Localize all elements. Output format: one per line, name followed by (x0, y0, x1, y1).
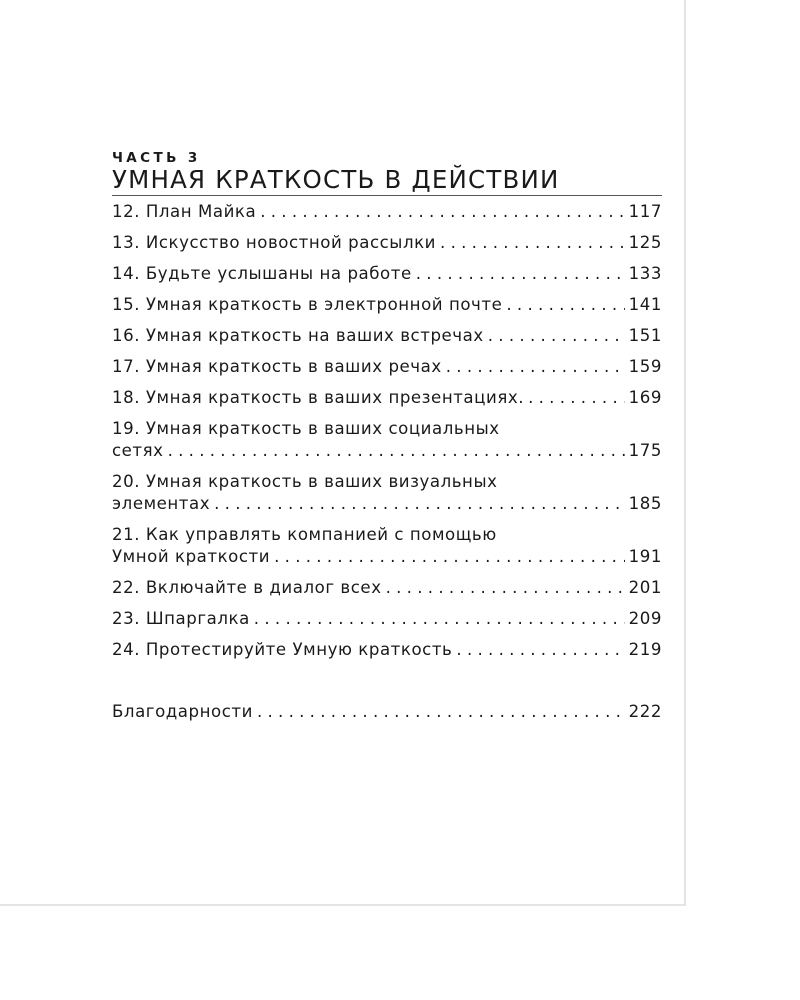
toc-entry (112, 263, 662, 285)
page-number: 219 (628, 640, 662, 659)
entry-title: Благодарности (112, 702, 253, 721)
entry-title: сетях (112, 441, 164, 460)
entry-title: 16. Умная краткость на ваших встречах (112, 326, 484, 345)
entry-title: элементах (112, 494, 211, 513)
page-number: 125 (628, 233, 662, 252)
entry-title: 12. План Майка (112, 202, 257, 221)
toc-entry (112, 418, 662, 462)
entry-title: 15. Умная краткость в электронной почте (112, 295, 503, 314)
entry-title: 18. Умная краткость в ваших презентациях. (112, 388, 525, 407)
part-title: УМНАЯ КРАТКОСТЬ В ДЕЙСТВИИ (112, 166, 662, 196)
entry-title: 23. Шпаргалка (112, 609, 250, 628)
dot-leader (528, 387, 625, 409)
toc-entry (112, 356, 662, 378)
entry-title-line1: 21. Как управлять компанией с помощью (112, 525, 497, 544)
page-number: 191 (628, 547, 662, 566)
dot-leader (456, 639, 624, 661)
dot-leader (214, 493, 625, 515)
dot-leader (274, 546, 625, 568)
page-number: 201 (628, 578, 662, 597)
page-number: 209 (628, 609, 662, 628)
toc-entry (112, 201, 662, 223)
dot-leader (488, 325, 625, 347)
dot-leader (440, 232, 625, 254)
toc-entry (112, 471, 662, 515)
dot-leader (254, 608, 625, 630)
entry-title: 17. Умная краткость в ваших речах (112, 357, 442, 376)
entry-title-line1: 20. Умная краткость в ваших визуальных (112, 472, 498, 491)
toc-entry (112, 608, 662, 630)
toc-entry (112, 325, 662, 347)
entry-title: 24. Протестируйте Умную краткость (112, 640, 453, 659)
dot-leader (506, 294, 624, 316)
toc-entry (112, 294, 662, 316)
page-number: 141 (628, 295, 662, 314)
page-number: 159 (628, 357, 662, 376)
page-number: 117 (628, 202, 662, 221)
entry-title: 14. Будьте услышаны на работе (112, 264, 412, 283)
toc-entry (112, 387, 662, 409)
page-number: 222 (628, 702, 662, 721)
dot-leader (168, 440, 625, 462)
page-number: 169 (628, 388, 662, 407)
entry-title: 13. Искусство новостной рассылки (112, 233, 437, 252)
page-number: 175 (628, 441, 662, 460)
dot-leader (446, 356, 625, 378)
entry-title: Умной краткости (112, 547, 271, 566)
entry-title: 22. Включайте в диалог всех (112, 578, 382, 597)
dot-leader (386, 577, 625, 599)
toc-entry (112, 524, 662, 568)
toc-entry-acknowledgements (112, 701, 662, 723)
dot-leader (257, 701, 625, 723)
page-number: 151 (628, 326, 662, 345)
dot-leader (260, 201, 624, 223)
dot-leader (416, 263, 625, 285)
part-label: ЧАСТЬ 3 (112, 150, 201, 166)
toc-entries (112, 201, 662, 723)
entry-title-line1: 19. Умная краткость в ваших социальных (112, 419, 500, 438)
toc-entry (112, 639, 662, 661)
toc-entry (112, 232, 662, 254)
toc-entry (112, 577, 662, 599)
page-number: 133 (628, 264, 662, 283)
table-of-contents (112, 150, 662, 723)
page-number: 185 (628, 494, 662, 513)
